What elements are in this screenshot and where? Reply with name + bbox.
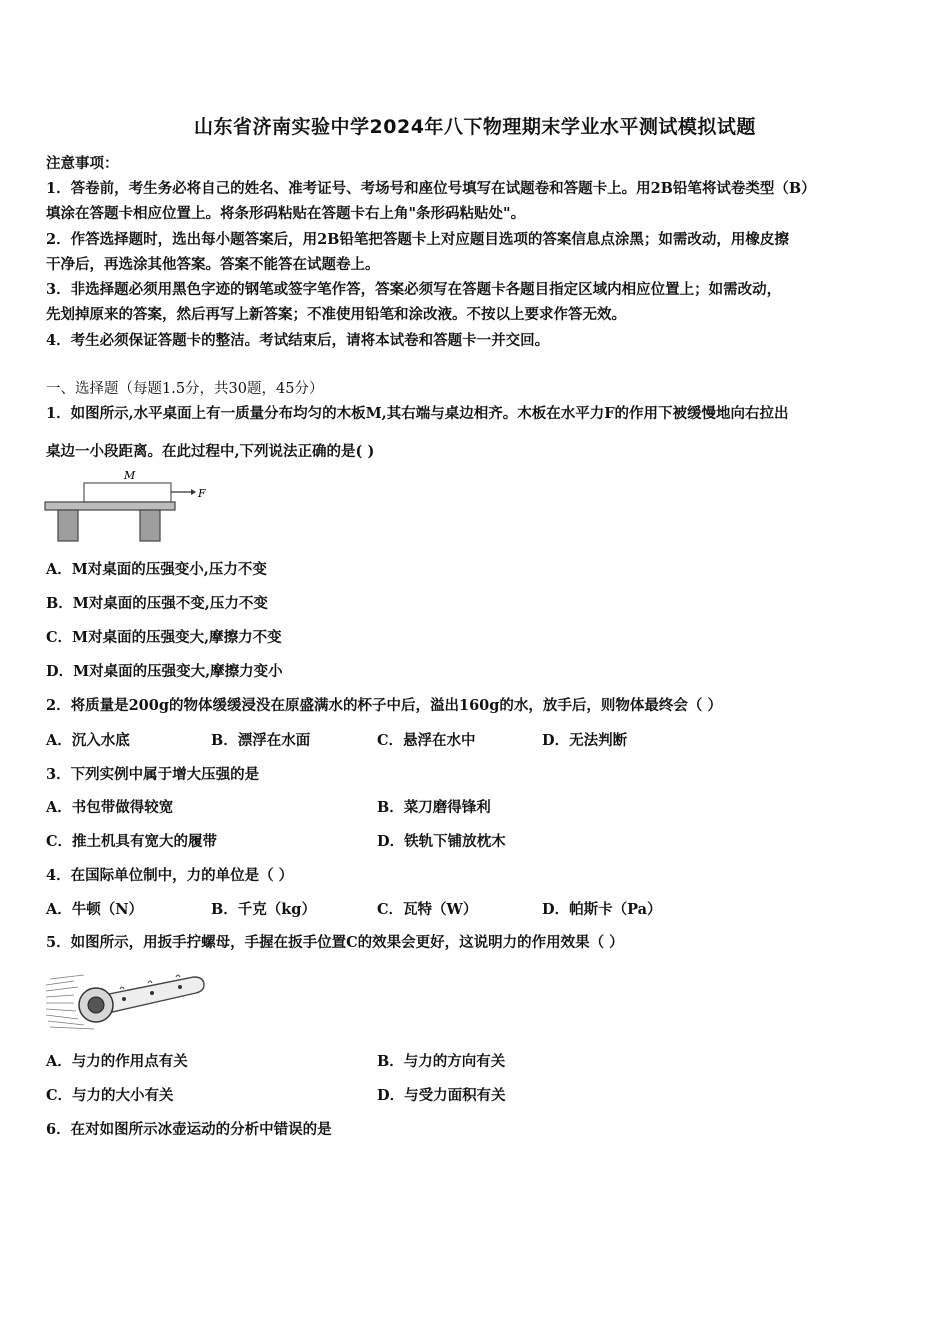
grip-point (150, 991, 154, 995)
force-arrowhead (191, 489, 196, 495)
table-leg-left (58, 510, 78, 541)
notice-line: 4．考生必须保证答题卡的整洁。考试结束后，请将本试卷和答题卡一并交回。 (46, 332, 550, 349)
page-title: 山东省济南实验中学2024年八下物理期末学业水平测试模拟试题 (194, 116, 756, 138)
grip-mark (120, 987, 124, 989)
q1-option-c: C．M对桌面的压强变大,摩擦力不变 (46, 629, 282, 646)
q3-option-d: D．铁轨下铺放枕木 (377, 833, 506, 850)
notice-line: 1．答卷前，考生务必将自己的姓名、准考证号、考场号和座位号填写在试题卷和答题卡上。用2B铅笔将试卷类型（B） (46, 180, 816, 197)
q1-stem-line1: 1．如图所示,水平桌面上有一质量分布均匀的木板M,其右端与桌边相齐。木板在水平力F的作用下被缓慢地向右拉出 (46, 405, 789, 422)
q3-option-c: C．推土机具有宽大的履带 (46, 833, 218, 850)
q4-option-b: B．千克（kg） (211, 901, 316, 918)
q4-option-c: C．瓦特（W） (377, 901, 478, 918)
q4-stem: 4．在国际单位制中，力的单位是（ ） (46, 867, 294, 884)
notice-line: 2．作答选择题时，选出每小题答案后，用2B铅笔把答题卡上对应题目选项的答案信息点涂黑；如需改动，用橡皮擦 (46, 231, 789, 248)
table-leg-right (140, 510, 160, 541)
q2-option-b: B．漂浮在水面 (211, 732, 311, 749)
q2-option-a: A．沉入水底 (46, 732, 130, 749)
notice-line: 填涂在答题卡相应位置上。将条形码粘贴在答题卡右上角"条形码粘贴处"。 (46, 205, 526, 222)
wrench-figure (44, 965, 206, 1033)
q3-option-b: B．菜刀磨得锋利 (377, 799, 491, 816)
table-board-figure (44, 468, 214, 543)
notice-line: 3．非选择题必须用黑色字迹的钢笔或签字笔作答，答案必须写在答题卡各题目指定区域内相应位置上；如需改动， (46, 281, 782, 298)
notice-line: 先划掉原来的答案，然后再写上新答案；不准使用铅笔和涂改液。不按以上要求作答无效。 (46, 306, 626, 323)
q2-option-d: D．无法判断 (542, 732, 628, 749)
q6-stem: 6．在对如图所示冰壶运动的分析中错误的是 (46, 1121, 332, 1138)
notice-line: 干净后，再选涂其他答案。答案不能答在试题卷上。 (46, 256, 380, 273)
q5-option-c: C．与力的大小有关 (46, 1087, 174, 1104)
section-heading: 一、选择题（每题1.5分，共30题，45分） (46, 381, 324, 397)
q1-option-d: D．M对桌面的压强变大,摩擦力变小 (46, 663, 283, 680)
q1-option-a: A．M对桌面的压强变小,压力不变 (46, 561, 267, 578)
q3-stem: 3．下列实例中属于增大压强的是 (46, 766, 260, 783)
grip-point (178, 985, 182, 989)
q5-stem: 5．如图所示，用扳手拧螺母，手握在扳手位置C的效果会更好，这说明力的作用效果（ ） (46, 934, 624, 951)
grip-mark (148, 981, 152, 983)
q2-option-c: C．悬浮在水中 (377, 732, 476, 749)
fig-label-f: F (198, 487, 206, 500)
fig-label-m: M (124, 469, 136, 482)
q4-option-d: D．帕斯卡（Pa） (542, 901, 662, 918)
q5-option-a: A．与力的作用点有关 (46, 1053, 188, 1070)
q3-option-a: A．书包带做得较宽 (46, 799, 174, 816)
q2-stem: 2．将质量是200g的物体缓缓浸没在原盛满水的杯子中后，溢出160g的水，放手后，则物体最终会（ ） (46, 697, 722, 714)
q5-option-b: B．与力的方向有关 (377, 1053, 506, 1070)
q4-option-a: A．牛顿（N） (46, 901, 144, 918)
notice-heading: 注意事项： (46, 155, 119, 172)
grip-mark (176, 975, 180, 977)
table-top (45, 502, 175, 510)
wrench-handle (104, 977, 204, 1013)
board-m (84, 483, 171, 502)
nut (88, 997, 104, 1013)
grip-point (122, 997, 126, 1001)
q1-stem-line2: 桌边一小段距离。在此过程中,下列说法正确的是( ) (46, 443, 375, 460)
q5-option-d: D．与受力面积有关 (377, 1087, 506, 1104)
q1-option-b: B．M对桌面的压强不变,压力不变 (46, 595, 268, 612)
